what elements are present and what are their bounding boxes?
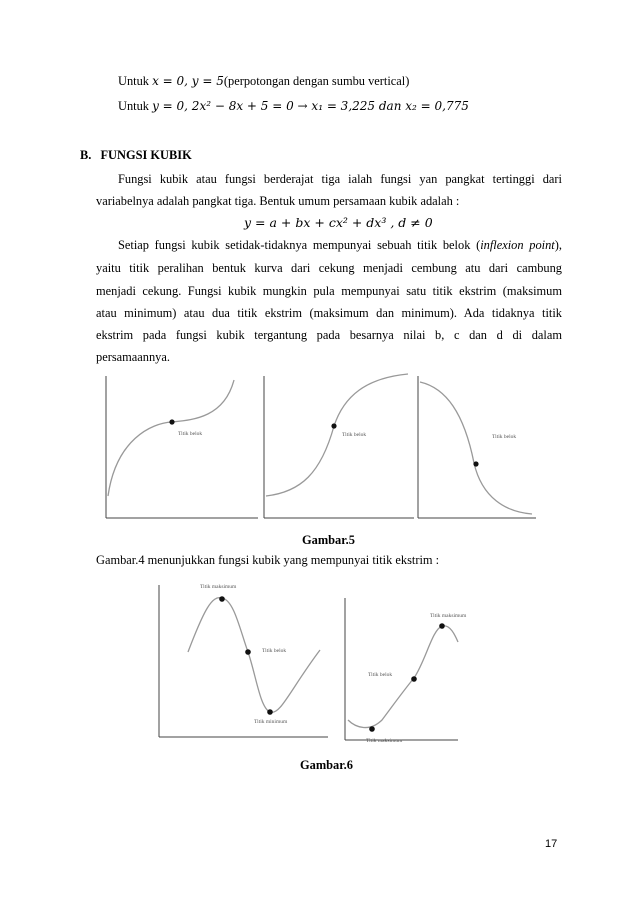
figure-6-left [159, 584, 328, 737]
section-letter: B. [80, 148, 92, 162]
figure-6-right [345, 598, 467, 744]
cubic-curve [266, 374, 408, 496]
figure-5-label-3: Titik belok [492, 434, 517, 440]
label-max: Titik maksimum [430, 613, 467, 619]
paragraph-2-line-4: atau minimum) atau dua titik ekstrim (maksimum dan minimum). Ada tidaknya titik [96, 306, 562, 320]
p2-line1-b: ), [554, 238, 562, 252]
intro-line-2 [118, 99, 469, 114]
label-min: Titik minimum [254, 719, 288, 725]
cubic-curve [420, 382, 532, 514]
label-inflection: Titik belok [368, 672, 393, 678]
intro-line-2-prefix: Untuk [118, 99, 153, 113]
minimum-point [369, 726, 375, 732]
figure-6-caption: Gambar.6 [300, 758, 353, 772]
paragraph-2-line-5: ekstrim pada fungsi kubik tergantung pada besarnya nilai b, c dan d di dalam [96, 328, 562, 342]
paragraph-1-line-1: Fungsi kubik atau fungsi berderajat tiga ialah fungsi yan pangkat tertinggi dari [118, 172, 562, 186]
figure-5-panel-1 [106, 376, 258, 518]
paragraph-2-line-1 [118, 238, 562, 253]
figure-5-label-1: Titik belok [178, 431, 203, 437]
maximum-point [219, 596, 225, 602]
intro-line-1-prefix: Untuk [118, 74, 153, 88]
figure-6 [150, 580, 467, 745]
p2-line1-italic: inflexion point [480, 238, 555, 252]
paragraph-1-line-2: variabelnya adalah pangkat tiga. Bentuk umum persamaan kubik adalah : [96, 194, 460, 208]
cubic-curve [348, 626, 458, 728]
inflection-point [169, 419, 174, 424]
minimum-point [267, 709, 273, 715]
intro-line-2-math: y = 0, 2x² − 8x + 5 = 0 → x₁ = 3,225 dan x₂ = 0,775 [152, 99, 469, 113]
paragraph-2-line-6: persamaannya. [96, 350, 170, 364]
figure-5-panel-3 [418, 376, 536, 518]
inflection-point [473, 461, 478, 466]
page-number: 17 [545, 838, 558, 850]
label-max: Titik maksimum [200, 584, 237, 590]
label-min: Titik maksimum [366, 738, 403, 744]
figure-5-label-2: Titik belok [342, 432, 367, 438]
intro-line-1-math: x = 0, y = 5 [152, 74, 224, 88]
paragraph-2-line-3: menjadi cekung. Fungsi kubik mungkin pula mempunyai satu titik ekstrim (maksimum [96, 284, 562, 298]
between-text: Gambar.4 menunjukkan fungsi kubik yang mempunyai titik ekstrim : [96, 553, 440, 567]
inflection-point [245, 649, 251, 655]
intro-line-1 [118, 74, 409, 89]
section-title: FUNGSI KUBIK [100, 148, 192, 162]
cubic-equation: y = a + bx + cx² + dx³ , d ≠ 0 [244, 215, 433, 230]
cubic-curve [108, 380, 234, 496]
cubic-curve [188, 598, 320, 713]
section-heading [80, 148, 192, 163]
figure-5 [96, 368, 536, 528]
p2-line1-a: Setiap fungsi kubik setidak-tidaknya mempunyai sebuah titik belok ( [118, 238, 481, 252]
intro-line-1-suffix: (perpotongan dengan sumbu vertical) [223, 74, 410, 88]
figure-5-caption: Gambar.5 [302, 533, 355, 547]
maximum-point [439, 623, 445, 629]
label-inflection: Titik belok [262, 648, 287, 654]
inflection-point [331, 423, 336, 428]
inflection-point [411, 676, 417, 682]
figure-5-panel-2 [264, 374, 414, 518]
paragraph-2-line-2: yaitu titik peralihan bentuk kurva dari cekung menjadi cembung atu dari cambung [96, 261, 562, 275]
